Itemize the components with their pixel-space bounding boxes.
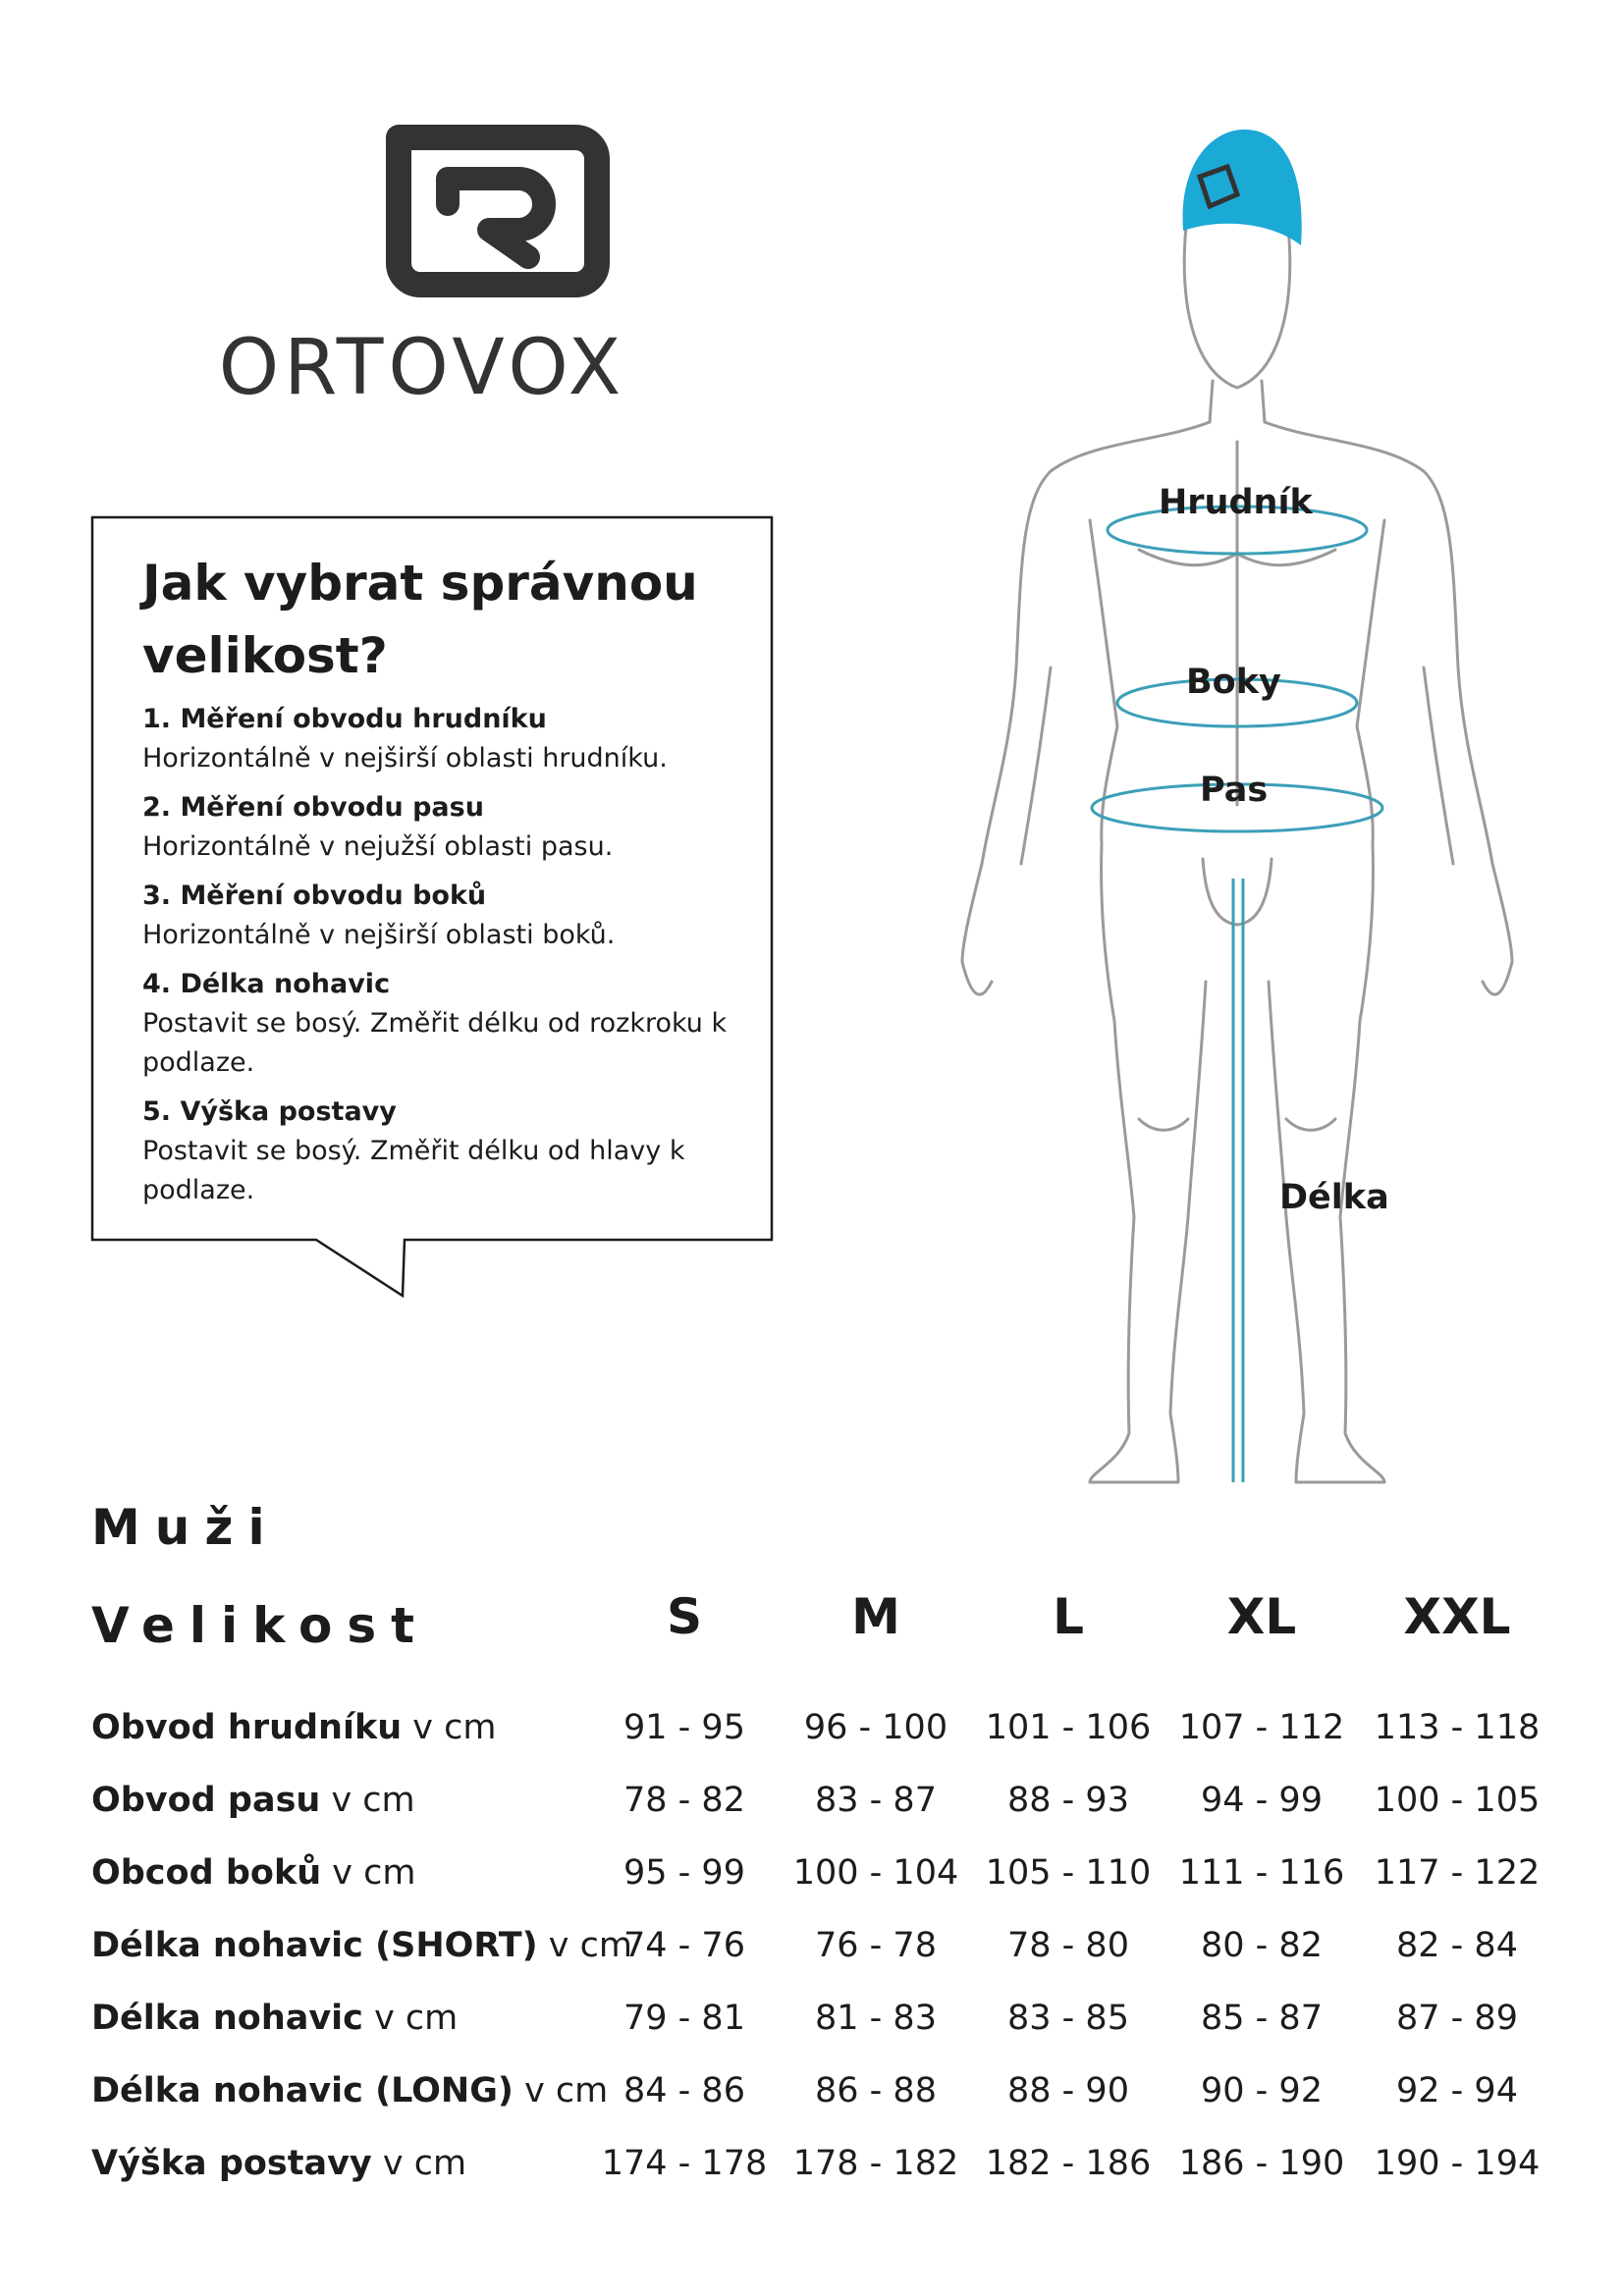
step-text: Postavit se bosý. Změřit délku od hlavy k podlaze. <box>142 1136 685 1205</box>
body-figure-illustration <box>943 118 1532 1512</box>
table-row-label <box>91 1999 458 2038</box>
table-cell: 101 - 106 <box>985 1708 1152 1747</box>
table-cell: 90 - 92 <box>1201 2071 1323 2110</box>
step-text: Horizontálně v nejširší oblasti hrudníku. <box>142 743 668 774</box>
table-cell: 87 - 89 <box>1396 1999 1518 2038</box>
table-cell: 82 - 84 <box>1396 1926 1518 1965</box>
label-hips: Boky <box>1186 663 1281 702</box>
table-cell: 78 - 82 <box>623 1781 745 1820</box>
guide-title: Jak vybrat správnou velikost? <box>142 555 698 684</box>
step-heading: 3. Měření obvodu boků <box>142 881 487 911</box>
label-waist: Pas <box>1200 771 1269 810</box>
table-cell: 174 - 178 <box>601 2144 768 2183</box>
row-unit: v cm <box>402 1708 497 1747</box>
step-text: Horizontálně v nejširší oblasti boků. <box>142 920 616 950</box>
label-length: Délka <box>1279 1178 1389 1217</box>
table-row-label <box>91 2071 608 2110</box>
section-title: Muži <box>91 1499 280 1556</box>
row-name: Výška postavy <box>91 2144 372 2183</box>
table-cell: 94 - 99 <box>1201 1781 1323 1820</box>
table-cell: 88 - 93 <box>1007 1781 1129 1820</box>
step-heading: 5. Výška postavy <box>142 1096 397 1127</box>
row-name: Obcod boků <box>91 1853 322 1893</box>
table-cell: 107 - 112 <box>1178 1708 1345 1747</box>
table-cell: 190 - 194 <box>1374 2144 1541 2183</box>
row-name: Délka nohavic (LONG) <box>91 2071 514 2110</box>
size-header: XXL <box>1403 1588 1511 1645</box>
table-cell: 74 - 76 <box>623 1926 745 1965</box>
table-cell: 182 - 186 <box>985 2144 1152 2183</box>
row-name: Délka nohavic (SHORT) <box>91 1926 538 1965</box>
table-cell: 95 - 99 <box>623 1853 745 1893</box>
size-header: M <box>851 1588 900 1645</box>
table-cell: 86 - 88 <box>815 2071 937 2110</box>
table-cell: 117 - 122 <box>1374 1853 1541 1893</box>
table-cell: 178 - 182 <box>792 2144 959 2183</box>
table-cell: 79 - 81 <box>623 1999 745 2038</box>
row-unit: v cm <box>513 2071 609 2110</box>
table-cell: 81 - 83 <box>815 1999 937 2038</box>
table-cell: 186 - 190 <box>1178 2144 1345 2183</box>
table-cell: 83 - 87 <box>815 1781 937 1820</box>
table-row-label <box>91 1853 415 1893</box>
table-cell: 80 - 82 <box>1201 1926 1323 1965</box>
table-row-label <box>91 1926 632 1965</box>
step-heading: 1. Měření obvodu hrudníku <box>142 704 547 734</box>
row-name: Obvod pasu <box>91 1781 321 1820</box>
table-cell: 85 - 87 <box>1201 1999 1323 2038</box>
table-cell: 100 - 104 <box>792 1853 959 1893</box>
size-header: S <box>666 1588 702 1645</box>
step-text: Horizontálně v nejužší oblasti pasu. <box>142 831 614 862</box>
label-chest: Hrudník <box>1159 483 1313 522</box>
size-column-label: Velikost <box>91 1597 430 1654</box>
guide-step <box>142 700 771 778</box>
brand-wordmark: ORTOVOX <box>218 324 626 412</box>
row-unit: v cm <box>371 2144 467 2183</box>
table-cell: 92 - 94 <box>1396 2071 1518 2110</box>
step-heading: 2. Měření obvodu pasu <box>142 792 484 823</box>
size-header: L <box>1053 1588 1084 1645</box>
guide-step <box>142 1093 771 1210</box>
step-text: Postavit se bosý. Změřit délku od rozkroku k podlaze. <box>142 1008 728 1078</box>
table-row-label <box>91 1781 415 1820</box>
table-cell: 76 - 78 <box>815 1926 937 1965</box>
row-unit: v cm <box>537 1926 632 1965</box>
row-unit: v cm <box>321 1853 416 1893</box>
guide-step <box>142 788 771 867</box>
ortovox-logo-icon <box>381 120 615 302</box>
row-name: Délka nohavic <box>91 1999 363 2038</box>
table-row-label <box>91 1708 496 1747</box>
table-cell: 96 - 100 <box>803 1708 948 1747</box>
table-cell: 78 - 80 <box>1007 1926 1129 1965</box>
table-cell: 88 - 90 <box>1007 2071 1129 2110</box>
table-cell: 83 - 85 <box>1007 1999 1129 2038</box>
table-cell: 84 - 86 <box>623 2071 745 2110</box>
guide-step <box>142 965 771 1083</box>
table-cell: 105 - 110 <box>985 1853 1152 1893</box>
row-unit: v cm <box>320 1781 415 1820</box>
step-heading: 4. Délka nohavic <box>142 969 391 999</box>
table-cell: 100 - 105 <box>1374 1781 1541 1820</box>
table-row-label <box>91 2144 466 2183</box>
table-cell: 111 - 116 <box>1178 1853 1345 1893</box>
row-name: Obvod hrudníku <box>91 1708 403 1747</box>
size-guide <box>142 547 771 1220</box>
row-unit: v cm <box>362 1999 459 2038</box>
size-header: XL <box>1226 1588 1297 1645</box>
guide-step <box>142 877 771 955</box>
table-cell: 91 - 95 <box>623 1708 745 1747</box>
table-cell: 113 - 118 <box>1374 1708 1541 1747</box>
